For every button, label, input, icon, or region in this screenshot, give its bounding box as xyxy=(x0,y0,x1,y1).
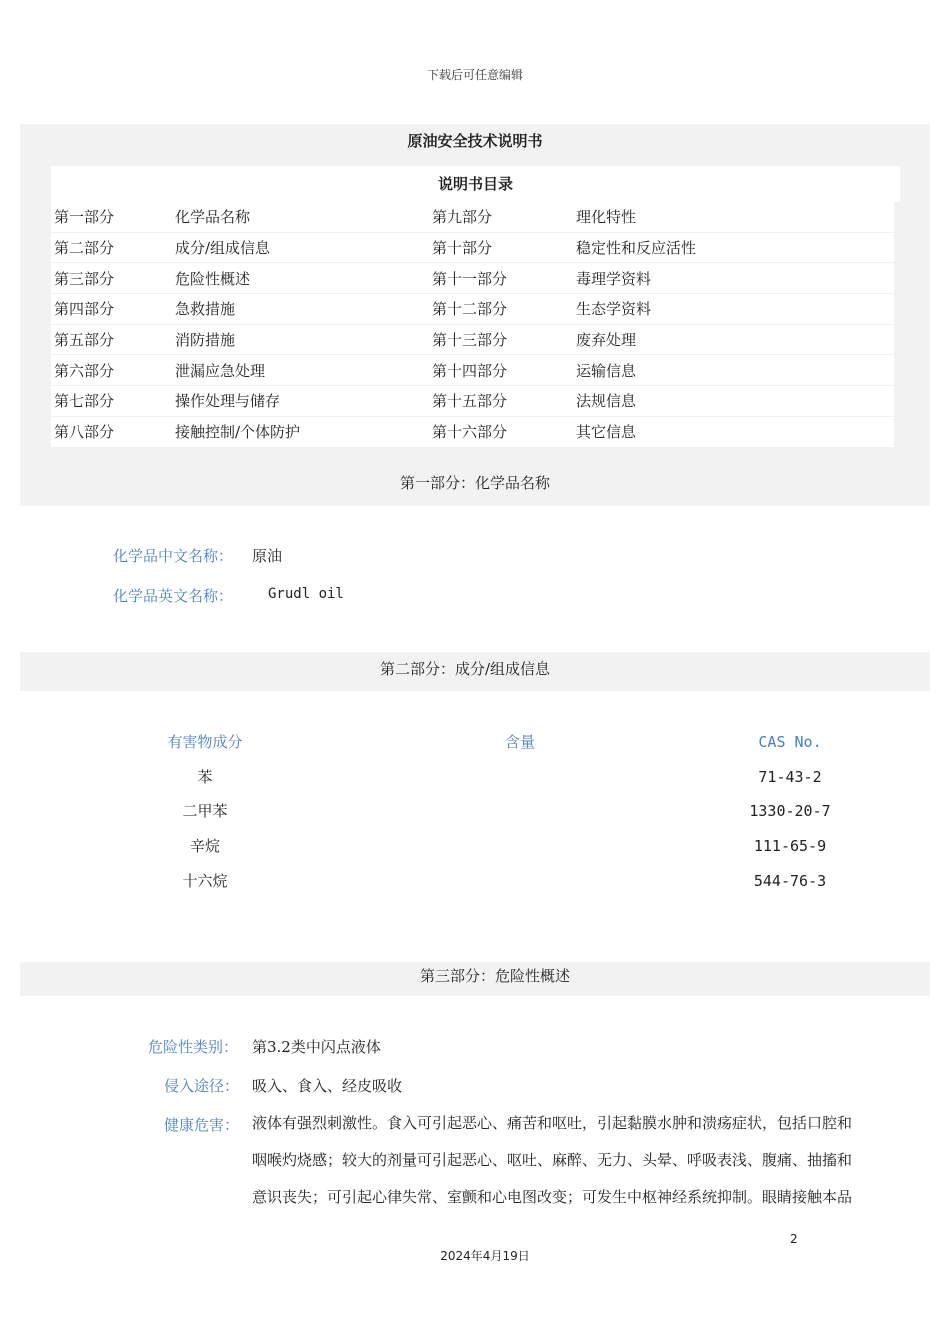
toc-title-right: 废弃处理 xyxy=(576,331,637,350)
health-line: 意识丧失；可引起心律失常、室颤和心电图改变；可发生中枢神经系统抑制。眼睛接触本品 xyxy=(252,1188,853,1206)
toc-part-right: 第十三部分 xyxy=(432,331,508,350)
toc-part-left: 第八部分 xyxy=(54,423,115,442)
component-name: 二甲苯 xyxy=(182,802,228,820)
toc-row xyxy=(51,263,894,294)
toc-part-right: 第十二部分 xyxy=(432,300,508,319)
toc-title-left: 危险性概述 xyxy=(175,269,251,288)
component-cas: 1330-20-7 xyxy=(749,802,831,820)
component-name: 十六烷 xyxy=(182,872,228,890)
toc-row xyxy=(51,202,894,233)
hazard-class-value: 第3.2类中闪点液体 xyxy=(252,1038,381,1056)
toc-part-left: 第五部分 xyxy=(54,331,115,350)
toc-title-right: 稳定性和反应活性 xyxy=(576,239,697,258)
component-name: 辛烷 xyxy=(189,837,220,855)
toc-title-right: 法规信息 xyxy=(576,392,637,411)
hazard-class-label: 危险性类别： xyxy=(148,1038,239,1056)
health-line: 咽喉灼烧感；较大的剂量可引起恶心、呕吐、麻醉、无力、头晕、呼吸表浅、腹痛、抽搐和 xyxy=(252,1151,853,1169)
en-name-label: 化学品英文名称： xyxy=(113,587,234,605)
section2-heading: 第二部分：成分/组成信息 xyxy=(379,660,551,678)
toc-part-left: 第七部分 xyxy=(54,392,115,411)
section3-heading: 第三部分：危险性概述 xyxy=(419,967,570,985)
document-title: 原油安全技术说明书 xyxy=(407,132,543,150)
toc-row xyxy=(51,417,894,448)
toc-title-right: 运输信息 xyxy=(576,361,637,380)
toc-row xyxy=(51,355,894,386)
health-label: 健康危害： xyxy=(164,1116,240,1134)
toc-part-left: 第六部分 xyxy=(54,361,115,380)
toc-row xyxy=(51,294,894,325)
toc-part-right: 第十四部分 xyxy=(432,361,508,380)
route-value: 吸入、食入、经皮吸收 xyxy=(252,1077,403,1095)
section1-heading: 第一部分：化学品名称 xyxy=(399,474,550,492)
toc-title-left: 化学品名称 xyxy=(175,208,251,227)
toc-title-left: 泄漏应急处理 xyxy=(175,361,266,380)
toc-part-right: 第十五部分 xyxy=(432,392,508,411)
toc-part-right: 第十部分 xyxy=(432,239,493,258)
toc-title-left: 消防措施 xyxy=(175,331,236,350)
col-header-component: 有害物成分 xyxy=(167,733,243,751)
toc-title-left: 成分/组成信息 xyxy=(175,239,271,258)
col-header-cas: CAS No. xyxy=(758,733,822,751)
route-label: 侵入途径： xyxy=(164,1077,240,1095)
health-line: 液体有强烈刺激性。食入可引起恶心、痛苦和呕吐，引起黏膜水肿和溃疡症状，包括口腔和 xyxy=(252,1114,853,1132)
toc-title-right: 其它信息 xyxy=(576,423,637,442)
component-cas: 544-76-3 xyxy=(753,872,827,890)
component-name: 苯 xyxy=(197,768,213,786)
toc-row xyxy=(51,325,894,356)
toc-part-left: 第一部分 xyxy=(54,208,115,227)
component-cas: 111-65-9 xyxy=(753,837,827,855)
cn-name-label: 化学品中文名称： xyxy=(113,547,234,565)
toc-part-left: 第二部分 xyxy=(54,239,115,258)
toc-part-left: 第四部分 xyxy=(54,300,115,319)
toc-title-left: 接触控制/个体防护 xyxy=(175,423,301,442)
toc-title-right: 理化特性 xyxy=(576,208,637,227)
toc-part-right: 第十六部分 xyxy=(432,423,508,442)
component-cas: 71-43-2 xyxy=(758,768,822,786)
toc-part-right: 第九部分 xyxy=(432,208,493,227)
header-note: 下载后可任意编辑 xyxy=(426,68,523,82)
footer-date: 2024年4月19日 xyxy=(440,1249,530,1263)
toc-part-right: 第十一部分 xyxy=(432,269,508,288)
health-text xyxy=(252,1105,932,1216)
toc-title: 说明书目录 xyxy=(51,166,900,202)
cn-name-value: 原油 xyxy=(252,547,283,565)
toc-row xyxy=(51,386,894,417)
en-name-value: Grudl oil xyxy=(268,586,344,602)
toc-title-right: 生态学资料 xyxy=(576,300,652,319)
toc-part-left: 第三部分 xyxy=(54,269,115,288)
col-header-content: 含量 xyxy=(504,733,535,751)
toc-table xyxy=(51,202,894,448)
toc-row xyxy=(51,233,894,264)
toc-title-left: 急救措施 xyxy=(175,300,236,319)
page-number: 2 xyxy=(790,1232,798,1246)
toc-title-right: 毒理学资料 xyxy=(576,269,652,288)
toc-title-left: 操作处理与储存 xyxy=(175,392,281,411)
